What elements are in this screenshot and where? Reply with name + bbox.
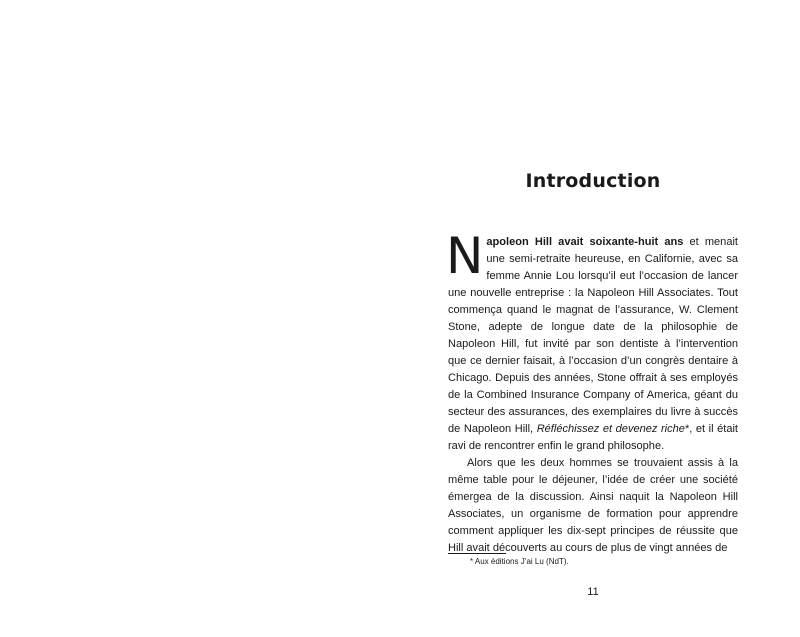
paragraph-first-text-b: *, et il était ravi de rencontrer enfin le grand philosophe. — [448, 423, 738, 452]
paragraph-first — [446, 227, 738, 455]
paragraph-second: Alors que les deux hommes se trouvaient assis à la même table pour le déjeuner, l’idée de créer une société émergea de la discussion. Ainsi naquit la Napoleon Hill Associates, un organisme de formation pour apprendre comment appliquer les dix-sept principes de réussite que Hill avait découverts au cours de plus de vingt années de — [448, 457, 738, 554]
body-text — [446, 227, 738, 557]
page-number: 11 — [587, 586, 599, 598]
paragraph-first-text-a: et menait une semi-retraite heureuse, en Californie, avec sa femme Annie Lou lorsqu’il eut l’occasion de lancer une nouvelle entreprise : la Napoleon Hill Associates. Tout commença quand le magnat de l’assurance, W. Clement Stone, adepte de longue date de la philosophie de Napoleon Hill, fut invité par son dentiste à l’intervention que ce dernier faisait, à l’occasion d’un congrès dentaire à Chicago. Depuis des années, Stone offrait à ses employés de la Combined Insurance Company of America, géant du secteur des assurances, des exemplaires du livre à succès de Napoleon Hill, — [448, 236, 738, 435]
footnote: * Aux éditions J’ai Lu (NdT). — [470, 557, 569, 566]
footnote-divider — [448, 553, 506, 554]
drop-cap: N — [446, 227, 483, 285]
book-title-italic: Réfléchissez et devenez riche — [536, 423, 685, 435]
chapter-title: Introduction — [525, 170, 661, 192]
lead-in-bold: apoleon Hill avait soixante-huit ans — [486, 236, 684, 248]
